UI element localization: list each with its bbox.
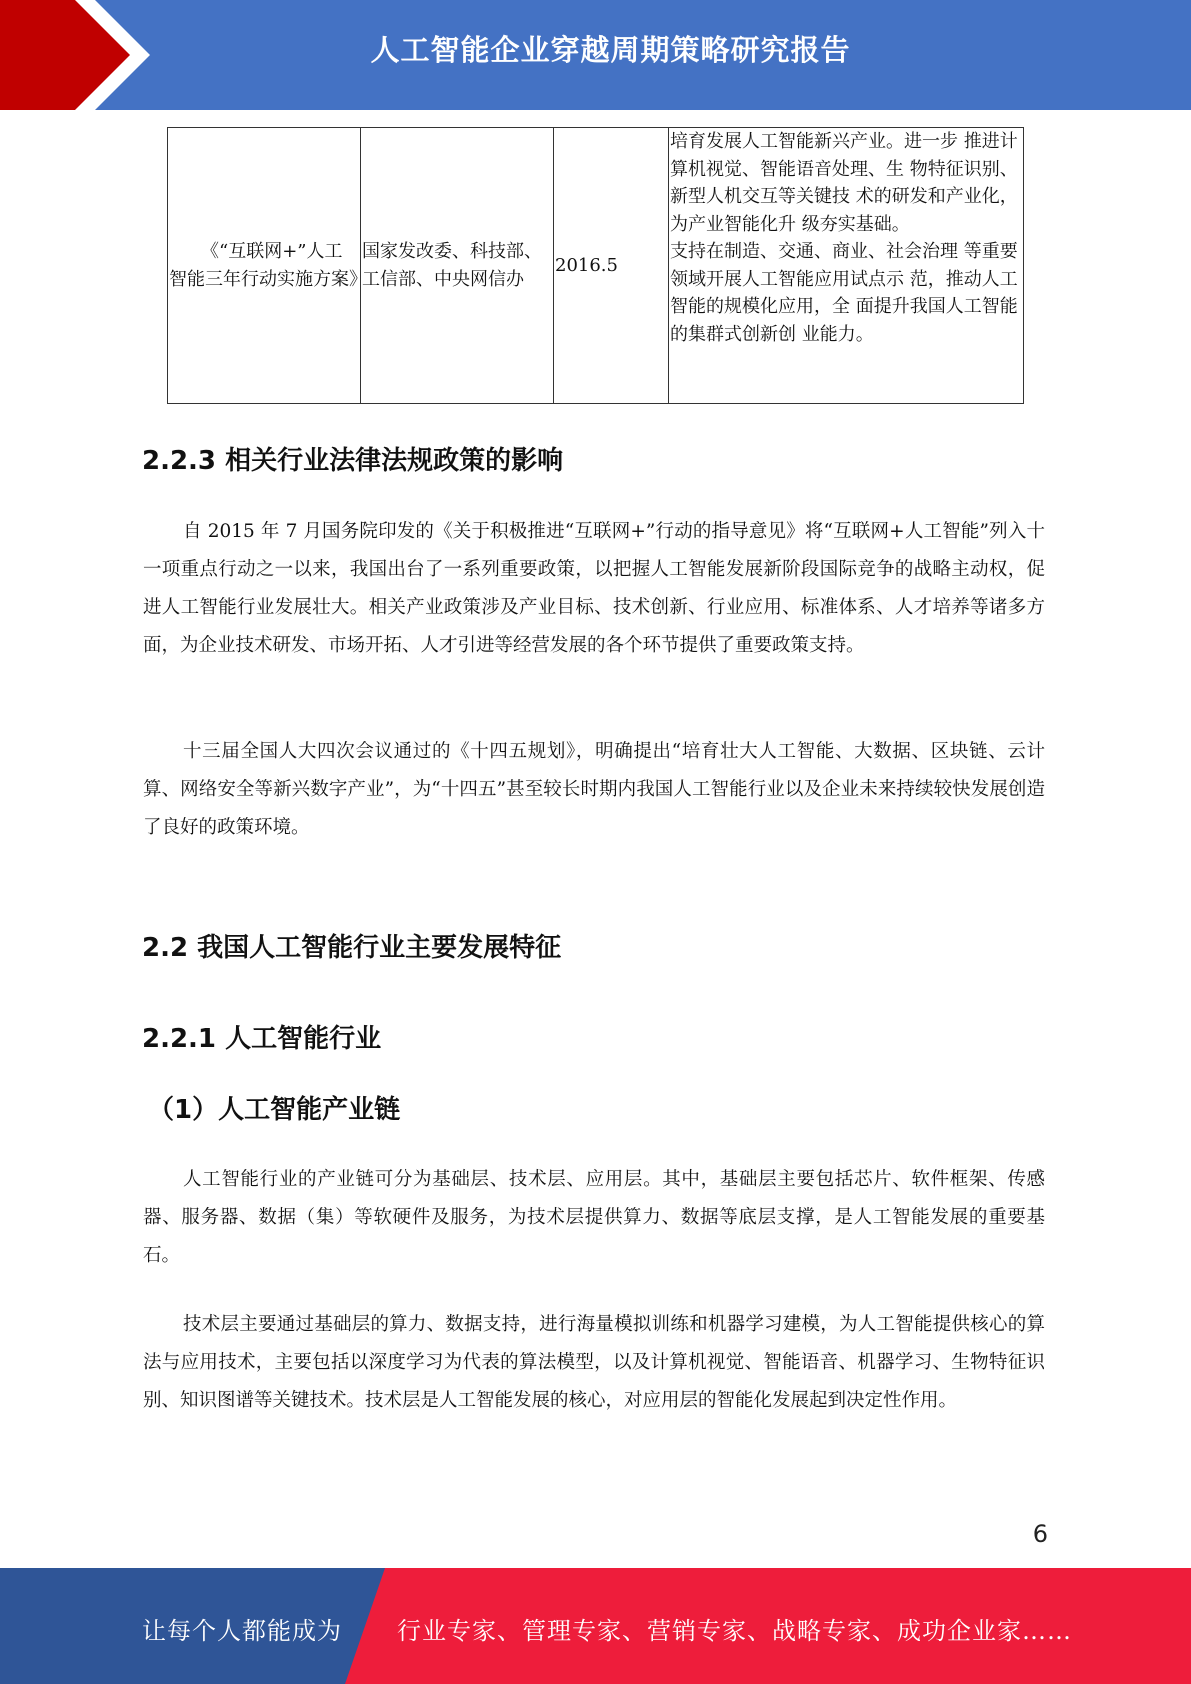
content-paragraph: 培育发展人工智能新兴产业。进一步 推进计算机视觉、智能语音处理、生 物特征识别、新型人机交互等关键技 术的研发和产业化，为产业智能化升 级夯实基础。: [670, 131, 1018, 235]
subsection-heading: （1）人工智能产业链: [148, 1095, 401, 1125]
body-paragraph: 自 2015 年 7 月国务院印发的《关于积极推进“互联网+”行动的指导意见》将“互联网+人工智能”列入十一项重点行动之一以来，我国出台了一系列重要政策，以把握人工智能发展新阶段国际竞争的战略主动权，促进人工智能行业发展壮大。相关产业政策涉及产业目标、技术创新、行业应用、标准体系、人才培养等诸多方面，为企业技术研发、市场开拓、人才引进等经营发展的各个环节提供了重要政策支持。: [143, 521, 1045, 656]
footer-slogan-left: 让每个人都能成为: [142, 1617, 342, 1645]
table-row: [168, 128, 1024, 404]
body-paragraph: 十三届全国人大四次会议通过的《十四五规划》，明确提出“培育壮大人工智能、大数据、区块链、云计算、网络安全等新兴数字产业”，为“十四五”甚至较长时期内我国人工智能行业以及企业未来持续较快发展创造了良好的政策环境。: [143, 741, 1045, 838]
body-paragraph: 技术层主要通过基础层的算力、数据支持，进行海量模拟训练和机器学习建模，为人工智能提供核心的算法与应用技术，主要包括以深度学习为代表的算法模型，以及计算机视觉、智能语音、机器学习、生物特征识别、知识图谱等关键技术。技术层是人工智能发展的核心，对应用层的智能化发展起到决定性作用。: [143, 1314, 1045, 1411]
section-heading-2-2-1: 2.2.1 人工智能行业: [142, 1024, 382, 1054]
section-heading-2-2-3: 2.2.3 相关行业法律法规政策的影响: [142, 446, 564, 476]
section-heading-2-2: 2.2 我国人工智能行业主要发展特征: [142, 933, 562, 963]
page-footer: [0, 1568, 1191, 1684]
department: 国家发改委、科技部、工信部、中央网信办: [362, 241, 542, 290]
date-cell: [554, 128, 669, 404]
page-number: 6: [1032, 1520, 1048, 1548]
body-paragraph: 人工智能行业的产业链可分为基础层、技术层、应用层。其中，基础层主要包括芯片、软件框架、传感器、服务器、数据（集）等软硬件及服务，为技术层提供算力、数据等底层支撑，是人工智能发展的重要基石。: [143, 1169, 1045, 1266]
content-paragraph: 支持在制造、交通、商业、社会治理 等重要领域开展人工智能应用试点示 范，推动人工智能的规模化应用，全 面提升我国人工智能的集群式创新创 业能力。: [670, 241, 1018, 345]
report-title: 人工智能企业穿越周期策略研究报告: [370, 33, 851, 67]
policy-name-cell: [168, 128, 367, 404]
policy-name: 《“互联网+”人工 智能三年行动实施方案》: [169, 241, 367, 290]
content-cell: [669, 128, 1024, 404]
issue-date: 2016.5: [555, 254, 618, 276]
page-header: [0, 0, 1191, 110]
department-cell: [361, 128, 554, 404]
policy-table: [167, 127, 1024, 404]
footer-slogan-right: 行业专家、管理专家、营销专家、战略专家、成功企业家……: [397, 1617, 1072, 1645]
